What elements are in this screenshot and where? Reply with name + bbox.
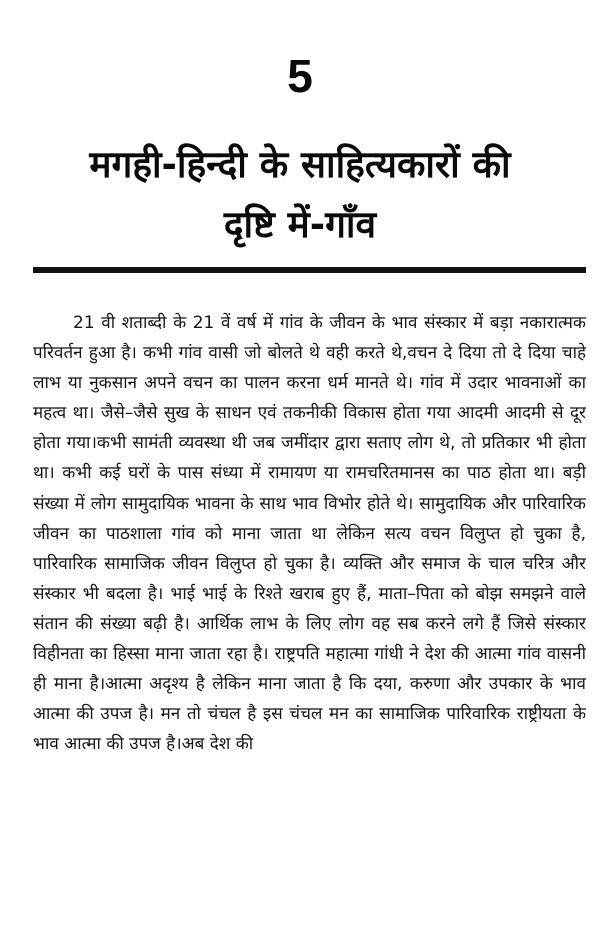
chapter-number: 5: [287, 50, 313, 102]
chapter-title-line-1: मगही-हिन्दी के साहित्यकारों की: [89, 143, 511, 186]
title-divider-rule: [33, 267, 586, 273]
body-paragraph: 21 वी शताब्दी के 21 वें वर्ष में गांव के जीवन के भाव संस्कार में बड़ा नकारात्मक परिवर्तन हुआ है। कभी गांव वासी जो बोलते थे वही करते थे,वचन दे दिया तो दे दिया चाहे लाभ या नुकसान अपने वचन का पालन करना धर्म मानते थे। गांव में उदार भावनाओं का महत्व था। जैसे–जैसे सुख के साधन एवं तकनीकी विकास होता गया आदमी आदमी से दूर होता गया।कभी सामंती व्यवस्था थी जब जमींदार द्वारा सताए लोग थे, तो प्रतिकार भी होता था। कभी कई घरों के पास संध्या में रामायण या रामचरितमानस का पाठ होता था। बड़ी संख्या में लोग सामुदायिक भावना के साथ भाव विभोर होते थे। सामुदायिक और पारिवारिक जीवन का पाठशाला गांव को माना जाता था लेकिन सत्य वचन विलुप्त हो चुका है, पारिवारिक सामाजिक जीवन विलुप्त हो चुका है। व्यक्ति और समाज के चाल चरित्र और संस्कार भी बदला है। भाई भाई के रिश्ते खराब हुए हैं, माता–पिता को बोझ समझने वाले संतान की संख्या बढ़ी है। आर्थिक लाभ के लिए लोग वह सब करने लगे हैं जिसे संस्कार विहीनता का हिस्सा माना जाता रहा है। राष्ट्रपति महात्मा गांधी ने देश की आत्मा गांव वासनी ही माना है।आत्मा अदृश्य है लेकिन माना जाता है कि दया, करुणा और उपकार के भाव आत्मा की उपज है। मन तो चंचल है इस चंचल मन का सामाजिक पारिवारिक राष्ट्रीयता के भाव आत्मा की उपज है।अब देश की: [33, 313, 586, 755]
chapter-title-line-2: दृष्टि में-गाँव: [223, 203, 377, 246]
chapter-title: [20, 135, 580, 255]
